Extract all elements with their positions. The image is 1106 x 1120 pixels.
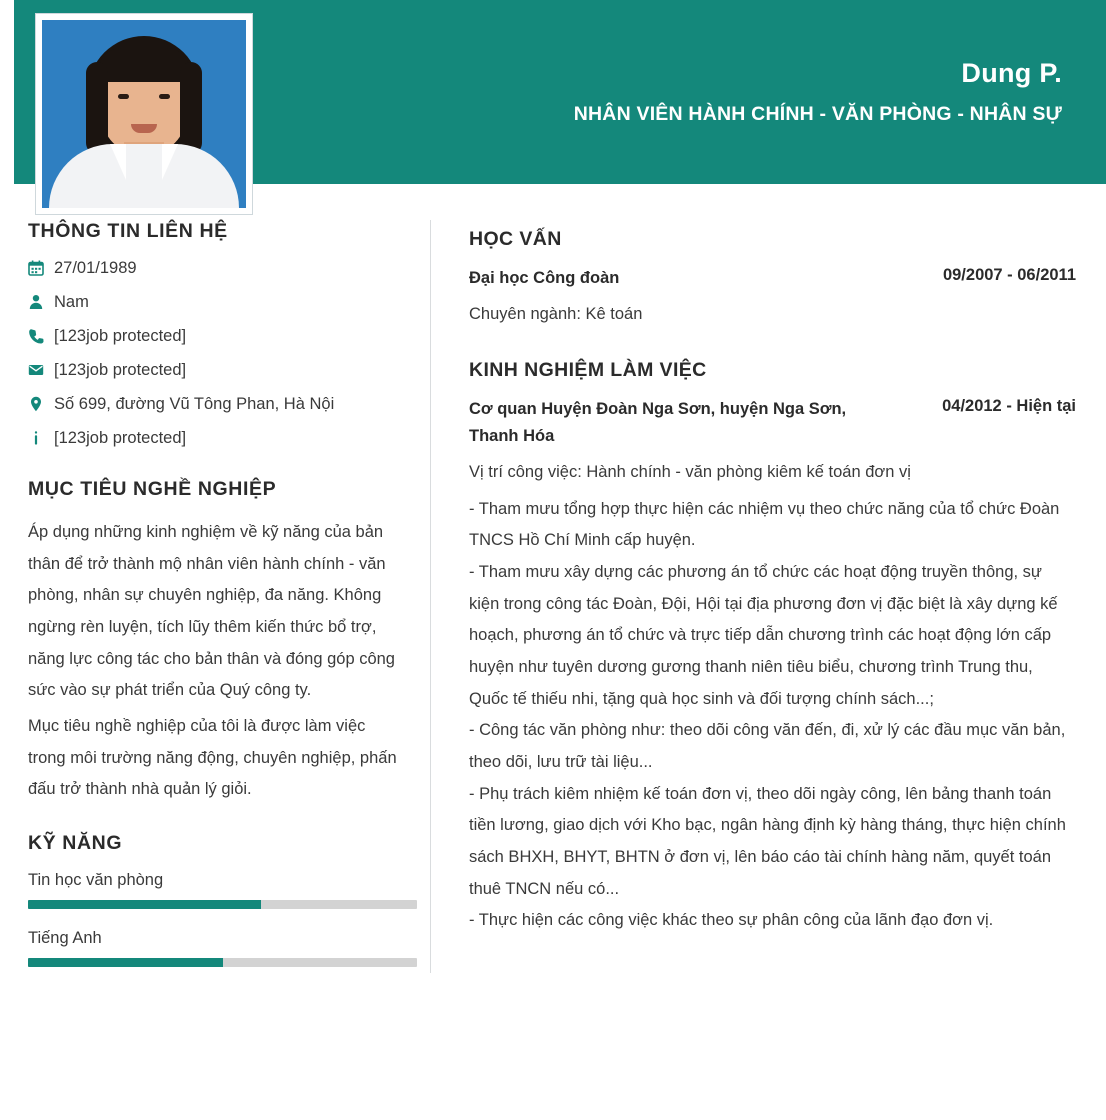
experience-section-title: KINH NGHIỆM LÀM VIỆC	[469, 359, 707, 382]
objective-paragraph-2: Mục tiêu nghề nghiệp của tôi là được làm việc trong môi trường năng động, chuyên nghiệp, phấn đấu trở thành nhà quản lý giỏi.	[28, 717, 397, 799]
objective-paragraph-1: Áp dụng những kinh nghiệm về kỹ năng của bản thân để trở thành mộ nhân viên hành chính - văn phòng, nhân sự chuyên nghiệp, đa năng. Không ngừng rèn luyện, tích lũy thêm kiến thức bổ trợ, năng lực công tác cho bản thân và đóng góp công sức vào sự phát triển của Quý công ty.	[28, 523, 395, 700]
skill-progress-fill	[28, 900, 261, 909]
education-date: 09/2007 - 06/2011	[942, 266, 1076, 284]
left-column	[0, 184, 430, 973]
contact-list	[28, 259, 400, 448]
header-left-accent	[0, 0, 14, 184]
education-school: Đại học Công đoàn	[469, 269, 620, 287]
cv-body	[0, 184, 1106, 973]
skill-label: Tin học văn phòng	[28, 871, 164, 890]
list-item	[28, 327, 400, 346]
contact-value: Số 699, đường Vũ Tông Phan, Hà Nội	[54, 395, 335, 413]
education-major: Chuyên ngành: Kê toán	[469, 304, 643, 323]
person-icon	[28, 293, 54, 310]
experience-bullet: - Phụ trách kiêm nhiệm kế toán đơn vị, theo dõi ngày công, lên bảng thanh toán tiền lương, giao dịch với Kho bạc, ngân hàng định kỳ hàng tháng, thực hiện chính sách BHXH, BHYT, BHTN ở đơn vị, lên báo cáo tài chính hàng năm, quyết toán thuê TNCN nếu có...	[469, 784, 1066, 898]
location-icon	[28, 395, 54, 412]
profile-photo-frame	[36, 14, 252, 214]
skills-section-title: KỸ NĂNG	[28, 832, 123, 855]
education-entry	[469, 265, 1076, 329]
objective-section-title: MỤC TIÊU NGHỀ NGHIỆP	[28, 478, 277, 500]
experience-bullet: - Thực hiện các công việc khác theo sự phân công của lãnh đạo đơn vị.	[469, 911, 994, 930]
calendar-icon	[28, 259, 54, 276]
list-item	[28, 429, 400, 448]
info-icon	[28, 429, 54, 446]
contact-section-title: THÔNG TIN LIÊN HỆ	[28, 220, 228, 242]
skill-label: Tiếng Anh	[28, 929, 102, 948]
education-section-title: HỌC VẤN	[469, 228, 562, 250]
contact-value: [123job protected]	[54, 429, 187, 447]
phone-icon	[28, 327, 54, 344]
experience-organization: Cơ quan Huyện Đoàn Nga Sơn, huyện Nga Sơn, Thanh Hóa	[469, 400, 847, 446]
right-column	[431, 184, 1106, 973]
experience-bullet: - Tham mưu tổng hợp thực hiện các nhiệm vụ theo chức năng của tổ chức Đoàn TNCS Hồ Chí Minh cấp huyện.	[469, 499, 1060, 550]
contact-value: 27/01/1989	[54, 259, 137, 277]
list-item	[28, 293, 400, 312]
skill-progress-track	[28, 900, 417, 909]
skill-progress-fill	[28, 958, 223, 967]
cv-header	[0, 0, 1106, 184]
experience-bullet: - Tham mưu xây dựng các phương án tổ chức các hoạt động truyền thông, sự kiện trong công tác Đoàn, Đội, Hội tại địa phương đơn vị đặc biệt là xây dựng kế hoạch, phương án tổ chức và trực tiếp dẫn chương trình các hoạt động lớn cấp huyện như tuyên dương gương thanh niên tiêu biểu, chương trình Trung thu, Quốc tế thiếu nhi, tặng quà học sinh và đối tượng chính sách...;	[469, 562, 1058, 708]
contact-value: Nam	[54, 293, 89, 311]
candidate-name: Dung P.	[961, 58, 1062, 88]
list-item	[28, 395, 400, 414]
contact-value: [123job protected]	[54, 327, 187, 345]
list-item	[28, 361, 400, 380]
experience-date: 04/2012 - Hiện tại	[942, 397, 1076, 416]
experience-position: Vị trí công việc: Hành chính - văn phòng kiêm kế toán đơn vị	[469, 462, 911, 481]
list-item	[28, 259, 400, 278]
list-item	[28, 871, 400, 909]
experience-entry	[469, 396, 1076, 937]
experience-bullets	[469, 494, 1076, 937]
email-icon	[28, 361, 54, 378]
contact-value: [123job protected]	[54, 361, 187, 379]
header-text-block	[574, 58, 1106, 126]
experience-bullet: - Công tác văn phòng như: theo dõi công văn đến, đi, xử lý các đầu mục văn bản, theo dõi, lưu trữ tài liệu...	[469, 721, 1066, 771]
skill-progress-track	[28, 958, 417, 967]
avatar	[42, 20, 246, 208]
list-item	[28, 929, 400, 967]
candidate-job-title: NHÂN VIÊN HÀNH CHÍNH - VĂN PHÒNG - NHÂN SỰ	[573, 103, 1062, 125]
